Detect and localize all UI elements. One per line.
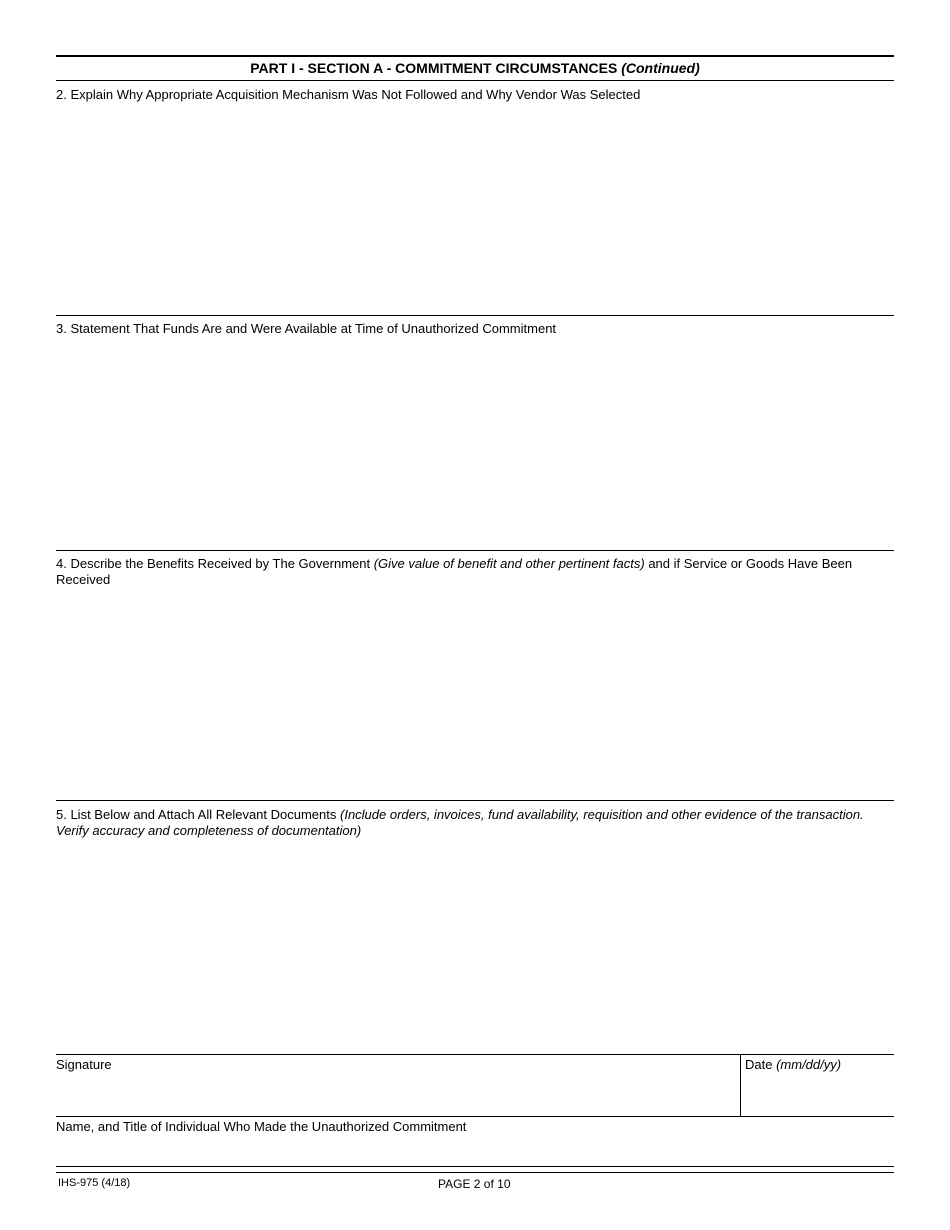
unauthorized-commitment-form-page (56, 0, 894, 1230)
date-label-text: Date (745, 1057, 777, 1072)
footer-rule-upper (56, 1166, 894, 1167)
q4-label-italic: (Give value of benefit and other pertinent facts) (373, 556, 645, 571)
signature-label: Signature (56, 1057, 112, 1072)
q5-label-italic: (Include orders, invoices, fund availability, requisition and other evidence of the transaction. Verify accuracy and completeness of documentation) (56, 807, 864, 838)
signature-field[interactable] (56, 1074, 736, 1114)
q5-label-pre: 5. List Below and Attach All Relevant Documents (56, 807, 340, 822)
header-top-rule (56, 55, 894, 57)
q4-label (56, 556, 886, 588)
signature-date-divider (740, 1054, 741, 1116)
signature-bottom-rule (56, 1116, 894, 1117)
q4-response-field[interactable] (56, 592, 894, 798)
signature-top-rule (56, 1054, 894, 1055)
name-title-field[interactable] (56, 1136, 894, 1164)
date-label (745, 1057, 890, 1073)
date-format-hint: (mm/dd/yy) (776, 1057, 842, 1072)
q3-bottom-rule (56, 550, 894, 551)
form-number: IHS-975 (4/18) (58, 1177, 131, 1189)
date-field[interactable] (742, 1074, 892, 1114)
q3-label: 3. Statement That Funds Are and Were Available at Time of Unauthorized Commitment (56, 321, 557, 336)
q5-response-field[interactable] (56, 843, 894, 1051)
q4-label-pre: 4. Describe the Benefits Received by The Government (56, 556, 374, 571)
q2-label: 2. Explain Why Appropriate Acquisition Mechanism Was Not Followed and Why Vendor Was Selected (56, 87, 641, 102)
name-title-label: Name, and Title of Individual Who Made the Unauthorized Commitment (56, 1119, 467, 1134)
section-header-title: PART I - SECTION A - COMMITMENT CIRCUMSTANCES (250, 60, 618, 76)
section-header (56, 59, 894, 77)
q2-bottom-rule (56, 315, 894, 316)
q3-response-field[interactable] (56, 340, 894, 548)
q5-label (56, 807, 886, 839)
q4-bottom-rule (56, 800, 894, 801)
section-header-suffix: (Continued) (621, 60, 700, 76)
q4-label-post: and if Service or Goods Have Been Received (56, 556, 853, 587)
footer-rule-lower (56, 1172, 894, 1173)
q2-response-field[interactable] (56, 106, 894, 314)
page-number: PAGE 2 of 10 (438, 1177, 511, 1191)
header-bottom-rule (56, 80, 894, 81)
